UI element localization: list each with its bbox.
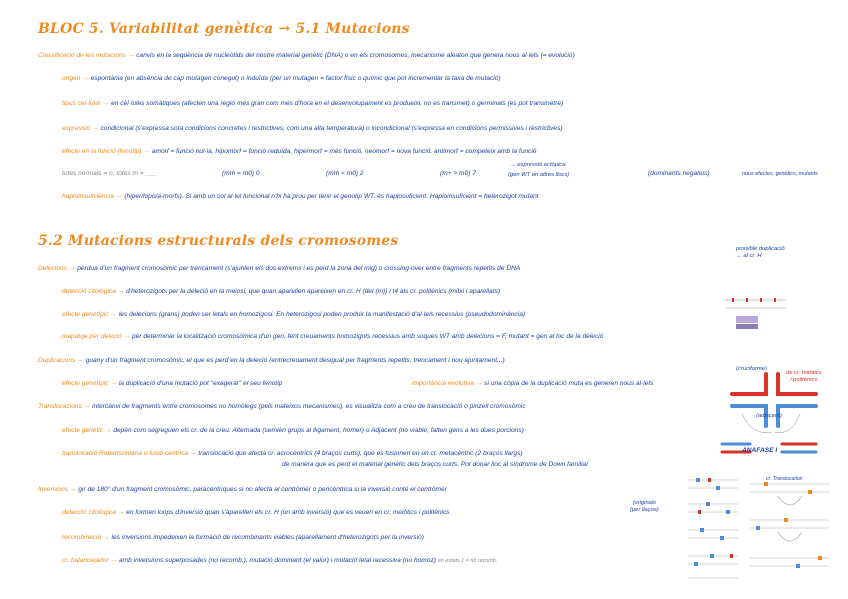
label-transloc: cr. Translocation — [766, 476, 803, 482]
line-balancejador — [62, 557, 497, 565]
line-mapatge — [62, 333, 603, 341]
deletion-mapping-figure — [724, 296, 788, 332]
key-origen: origen → — [62, 75, 89, 82]
row5-e: (dominants negatius) — [648, 170, 710, 177]
text-recombinacio: les inversions impedeixen la formació de recombinants viables (aparellament d'heterozigots per la inversió) — [111, 534, 424, 541]
text-classificacio: canvis en la seqüència de nucleòtids del nostre material genètic (DNA) o en els cromosomes, mecanisme aleatori que genera nous al·lels (= evolució) — [136, 52, 575, 59]
text-delecions: pèrdua d'un fragment cromosòmic per trencament (s'ajunten els dos extrems i es perd la zona del mig) o crossing-over entre fragments repetits de DNA — [77, 265, 521, 272]
inversion-figure-left — [686, 474, 742, 590]
text-dup-efecte: la duplicació d'una mutació pot "exagerar" el seu fenotip — [118, 380, 283, 387]
text-duplicacions: guany d'un fragment cromosòmic, el que es perd en la deleció (entrecreuament desigual per fragments repetits, trencament i nou ajuntament...) — [85, 357, 505, 364]
key-balancejador: cr. balancejador → — [62, 557, 118, 564]
line-dup-importancia — [412, 380, 653, 388]
line-efecte-genotipic — [62, 311, 525, 319]
line-inv-deteccio — [62, 509, 450, 517]
label-anafase: ANAFASE I — [742, 447, 778, 454]
title-bloc5: BLOC 5. Variabilitat genètica → 5.1 Mutacions — [38, 21, 410, 37]
text-tipus: en cèl·lules somàtiques (afecten una regió més gran com més d'hora en el desenvolupament es produeixi, no es transmet) o germinals (es pot transmetre) — [111, 100, 564, 107]
del-note: possible duplicació → al cr. H — [736, 246, 785, 259]
line-efecte — [62, 148, 536, 156]
key-dup-importancia: importància evolutiva → — [412, 380, 483, 387]
key-tra-efecte: efecte genètic → — [62, 427, 112, 434]
inv-note: (originals (per llaços) — [630, 500, 659, 513]
text-dup-importancia: si una còpia de la duplicació muta es generen nous al·lels — [484, 380, 654, 387]
key-deteccio: detecció citològica → — [62, 288, 125, 295]
text-deteccio: d'heterozigots per la deleció en la meiosi, que quan aparellen apareixen en cr. H (del (m)) i t4 als cr. politènics (mitxi i aparellats) — [126, 288, 501, 295]
key-expressio: expressió → — [62, 125, 99, 132]
text-mapatge: per determinar la localització cromosòmica d'un gen, fent creuaments homozigots recessius amb soques WT amb delecions = F, mutant = gen al loc de la deleció — [132, 333, 604, 340]
row5-a: totes normals = n, totes m = ___ — [62, 170, 157, 177]
key-inv-deteccio: detecció citològica → — [62, 509, 125, 516]
line-robertsoniana-2: de manera que es perd el material genètic dels braços curts. Pot donar lloc al síndrome de Down familiar — [282, 461, 589, 468]
line-origen — [62, 75, 501, 83]
text-efecte-genotipic: les delecions (grans) poden ser letals en homozigosi. En heterozigosi poden produir la manifestació d'al·lels recessius (pseudodominància) — [118, 311, 526, 318]
line-deteccio — [62, 288, 500, 296]
label-cruciforme: (cruciforme) — [736, 366, 767, 372]
line-tra-efecte — [62, 427, 524, 435]
key-classificacio: Classificació de les mutacions → — [38, 52, 135, 59]
inversion-figure-right — [748, 474, 834, 590]
text-haplo: (hiper/hipo/a-morfs). Si amb un sol al·lel funcional n'hi ha prou per tenir el genotip WT, és haplosuficient. Haploinsuficient = heterozigot mutant — [124, 193, 539, 200]
line-delecions — [38, 265, 520, 273]
line-expressio — [62, 125, 563, 133]
text-translocacions: intercanvi de fragments entre cromosomes no homòlegs (pels mateixos mecanismes), es visualitza com a creu de translocació o pinzell cromosòmic — [92, 403, 526, 410]
title-5-2: 5.2 Mutacions estructurals dels cromosomes — [38, 233, 399, 249]
line-classificacio — [38, 52, 575, 60]
row5-d2: (gen WT en altres llocs) — [508, 172, 570, 178]
line-tipus — [62, 100, 563, 108]
text-tra-efecte: depèn com segreguen els cr. de la creu: Alternada (semièn grups al lligament, homer) o Adjacent (no viable, falten gens a les dues porcions) — [113, 427, 524, 434]
key-delecions: Delecions → — [38, 265, 76, 272]
key-haplo: haploinsuficiència → — [62, 193, 123, 200]
text-origen: espontània (en absència de cap mutagen conegut) o induïda (per un mutagen = factor físic o químic que pot incrementar la taxa de mutació) — [90, 75, 501, 82]
label-cr-mitots: de cr. mitòtics i politènics — [786, 370, 822, 383]
label-adjacent: (adjacent) — [756, 413, 782, 419]
key-robertsoniana: translocació Robertsoniana o fusió cèntrica → — [62, 450, 197, 457]
row5-d: → expressió ectòpica — [510, 162, 566, 168]
key-mapatge: mapatge per deleció → — [62, 333, 131, 340]
row5-f: nous efectes, genètics, mutants — [742, 171, 818, 177]
line-dup-efecte — [62, 380, 282, 388]
line-translocacions — [38, 403, 526, 411]
row5-c2: (m+ > m0) 7 — [440, 170, 476, 177]
key-duplicacions: Duplicacions → — [38, 357, 84, 364]
key-efecte-genotipic: efecte genotípic → — [62, 311, 117, 318]
key-tipus: tipus cel·lular → — [62, 100, 110, 107]
row5-c: (mm < m0) 2 — [326, 170, 364, 177]
text-balancejador-tail: en estats 1 = no recomb. — [437, 558, 498, 564]
text-expressio: condicional (s'expressa sota condicions concretes i restrictives, com una alta temperatura) o incondicional (s'expressa en condicions permissives i restrictives) — [100, 125, 563, 132]
text-inv-deteccio: en formen loops d'inversió quan s'aparellen els cr. H (un amb inversió) que es veuen en cr. meiòtics i politènics — [126, 509, 450, 516]
text-balancejador: amb inversions superposades (no recomb.), mutació dominant (el valor) i mutació letal recessiva (no homoz) — [118, 557, 436, 564]
row5-b: (mm = m0) 0 — [222, 170, 260, 177]
text-efecte: amorf = funció nul·la, hipomorf = funció reduïda, hipermorf = més funció, neomorf = nova funció, antimorf = competeix amb la funció — [151, 148, 537, 155]
line-inversions — [38, 486, 447, 494]
line-recombinacio — [62, 534, 424, 542]
key-translocacions: Translocacions → — [38, 403, 91, 410]
line-haplo — [62, 193, 539, 201]
key-inversions: Inversions → — [38, 486, 77, 493]
line-robertsoniana — [62, 450, 523, 458]
key-efecte: efecte en la funció (fenotip) → — [62, 148, 150, 155]
text-robertsoniana: translocació que afecta cr. acrocèntrics (4 braços curts), que es fusionen en un cr. metacèntric (2 braços llargs) — [198, 450, 523, 457]
key-dup-efecte: efecte genotípic → — [62, 380, 117, 387]
line-duplicacions — [38, 357, 505, 365]
text-inversions: gir de 180° d'un fragment cromosòmic, paracèntriques si no afecta al centròmer o pericèntrica si la inversió conté el centròmer — [78, 486, 447, 493]
key-recombinacio: recombinació → — [62, 534, 110, 541]
